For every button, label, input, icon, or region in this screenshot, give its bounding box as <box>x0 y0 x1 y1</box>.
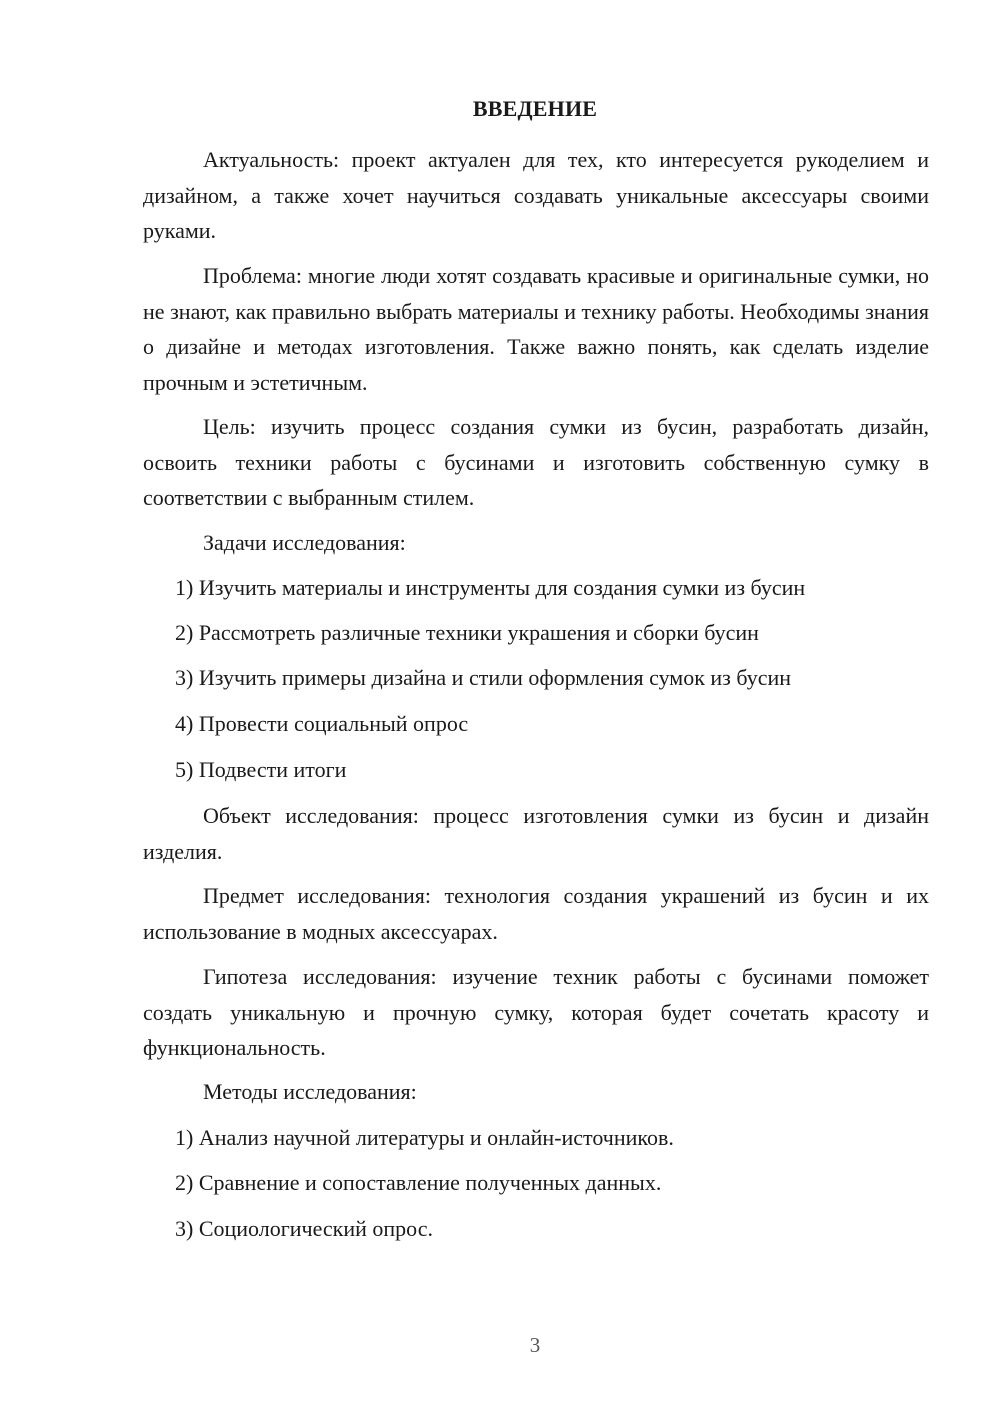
task-item: 5) Подвести итоги <box>175 757 347 782</box>
paragraph-problem: Проблема: многие люди хотят создавать красивые и оригинальные сумки, но не знают, как правильно выбрать материалы и технику работы. Необходимы знания о дизайне и методах изготовления. Также важно понять, как сделать изделие прочным и эстетичным. <box>143 263 929 395</box>
task-item: 2) Рассмотреть различные техники украшения и сборки бусин <box>175 620 759 645</box>
paragraph-tasks-heading: Задачи исследования: <box>203 530 406 555</box>
task-item: 1) Изучить материалы и инструменты для создания сумки из бусин <box>175 575 806 600</box>
paragraph-goal: Цель: изучить процесс создания сумки из бусин, разработать дизайн, освоить техники работы с бусинами и изготовить собственную сумку в соответствии с выбранным стилем. <box>143 414 929 510</box>
method-item: 2) Сравнение и сопоставление полученных данных. <box>175 1170 662 1195</box>
task-item: 4) Провести социальный опрос <box>175 711 469 736</box>
paragraph-methods-heading: Методы исследования: <box>203 1079 417 1104</box>
paragraph-hypothesis: Гипотеза исследования: изучение техник работы с бусинами поможет создать уникальную и прочную сумку, которая будет сочетать красоту и функциональность. <box>143 964 929 1060</box>
paragraph-subject: Предмет исследования: технология создания украшений из бусин и их использование в модных аксессуарах. <box>143 883 929 944</box>
page-number: 3 <box>529 1333 541 1357</box>
task-item: 3) Изучить примеры дизайна и стили оформления сумок из бусин <box>175 665 792 690</box>
page-title: ВВЕДЕНИЕ <box>472 96 598 121</box>
method-item: 1) Анализ научной литературы и онлайн-источников. <box>175 1125 674 1150</box>
paragraph-relevance: Актуальность: проект актуален для тех, кто интересуется рукоделием и дизайном, а также хочет научиться создавать уникальные аксессуары своими руками. <box>143 147 929 243</box>
paragraph-object: Объект исследования: процесс изготовления сумки из бусин и дизайн изделия. <box>143 803 929 864</box>
method-item: 3) Социологический опрос. <box>175 1216 433 1241</box>
